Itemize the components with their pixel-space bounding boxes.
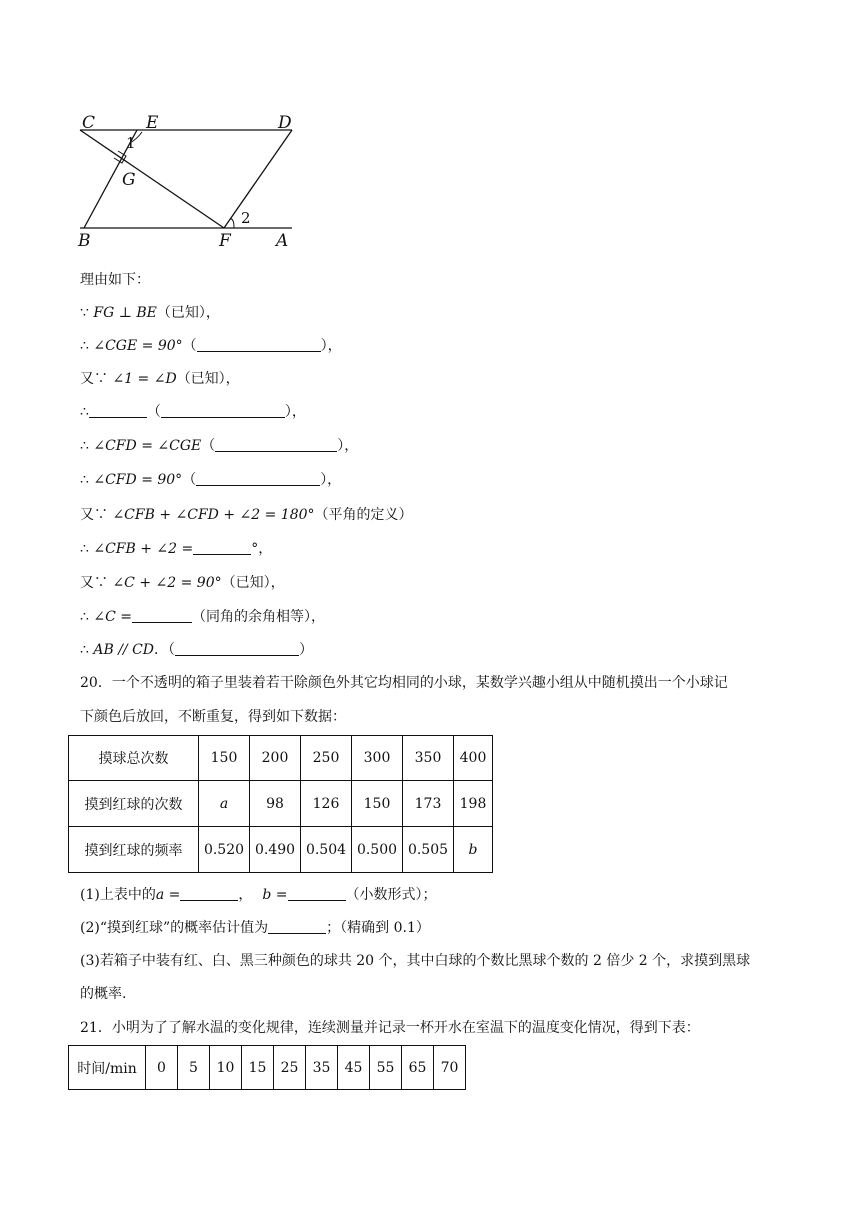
q20-sub1: (1)上表中的a = ， b = （小数形式）； (80, 887, 437, 903)
table-row (69, 781, 493, 827)
answer-blank[interactable] (197, 337, 321, 352)
table-cell: 350 (403, 736, 454, 781)
label-angle-1: 1 (126, 134, 136, 152)
table-cell: 198 (454, 781, 493, 827)
proof-line-10: ∴ ∠C = （同角的余角相等）， (80, 609, 325, 625)
table-cell: 0.520 (199, 827, 250, 873)
label-e: E (146, 113, 159, 133)
table-cell: 70 (434, 1046, 466, 1090)
table-cell: a (199, 781, 250, 827)
q21-stem: 21．小明为了了解水温的变化规律，连续测量并记录一杯开水在室温下的温度变化情况，得到下表： (80, 1020, 700, 1036)
angle-2-arc (230, 219, 234, 228)
q20-stem: 20．一个不透明的箱子里装着若干除颜色外其它均相同的小球，某数学兴趣小组从中随机摸出一个小球记 下颜色后放回，不断重复，得到如下数据： (80, 675, 728, 725)
table-row (69, 1046, 466, 1090)
table-header-cell: 时间/min (69, 1046, 146, 1090)
answer-blank[interactable] (196, 471, 320, 486)
table-cell: 150 (352, 781, 403, 827)
table-cell: 65 (402, 1046, 434, 1090)
proof-line-7: 又∵ ∠CFB + ∠CFD + ∠2 = 180°（平角的定义） (80, 507, 413, 523)
table-cell: 5 (178, 1046, 210, 1090)
proof-line-4: ∴ （ ）， (80, 404, 306, 420)
table-header-cell: 摸到红球的次数 (69, 781, 199, 827)
label-g: G (122, 170, 136, 190)
label-f: F (219, 231, 231, 251)
table-cell: 98 (250, 781, 301, 827)
table-cell: 200 (250, 736, 301, 781)
proof-line-11: ∴ AB // CD．（ ） (80, 642, 314, 658)
label-c: C (82, 113, 96, 133)
label-a: A (276, 231, 289, 251)
proof-line-5: ∴ ∠CFD = ∠CGE（ ）， (80, 438, 359, 454)
q20-table (68, 735, 493, 873)
geometry-figure (74, 108, 304, 253)
proof-line-3: 又∵ ∠1 = ∠D（已知）， (80, 371, 240, 387)
table-cell: 126 (301, 781, 352, 827)
table-row (69, 736, 493, 781)
table-cell: 25 (274, 1046, 306, 1090)
table-cell: 173 (403, 781, 454, 827)
table-cell: 35 (306, 1046, 338, 1090)
line-df (224, 130, 292, 228)
proof-line-1: ∵ FG ⊥ BE（已知）， (80, 305, 220, 321)
proof-line-9: 又∵ ∠C + ∠2 = 90°（已知）， (80, 575, 285, 591)
table-cell: 0.490 (250, 827, 301, 873)
answer-blank[interactable] (180, 886, 238, 901)
table-cell: 45 (338, 1046, 370, 1090)
q21-table (68, 1045, 466, 1090)
table-row (69, 827, 493, 873)
answer-blank[interactable] (132, 608, 192, 623)
table-cell: 400 (454, 736, 493, 781)
table-header-cell: 摸球总次数 (69, 736, 199, 781)
answer-blank[interactable] (175, 641, 299, 656)
line-cf (80, 130, 224, 228)
table-cell: 0.500 (352, 827, 403, 873)
answer-blank[interactable] (89, 403, 147, 418)
proof-intro: 理由如下： (80, 272, 150, 288)
label-b: B (78, 231, 91, 251)
table-cell: 150 (199, 736, 250, 781)
table-cell: 0.505 (403, 827, 454, 873)
proof-line-2: ∴ ∠CGE = 90°（ ）， (80, 338, 342, 354)
table-cell: b (454, 827, 493, 873)
geometry-diagram (74, 108, 304, 253)
table-cell: 0.504 (301, 827, 352, 873)
q20-sub3: (3)若箱子中装有红、白、黑三种颜色的球共 20 个，其中白球的个数比黑球个数的 2 倍少 2 个，求摸到黑球 的概率. (80, 953, 751, 1002)
label-d: D (278, 113, 292, 133)
table-cell: 250 (301, 736, 352, 781)
answer-blank[interactable] (215, 437, 337, 452)
table-cell: 10 (210, 1046, 242, 1090)
proof-line-6: ∴ ∠CFD = 90°（ ）， (80, 472, 342, 488)
label-angle-2: 2 (241, 209, 251, 227)
answer-blank[interactable] (268, 919, 326, 934)
q20-sub2: (2)“摸到红球”的概率估计值为 ；（精确到 0.1） (80, 920, 430, 936)
table-cell: 55 (370, 1046, 402, 1090)
answer-blank[interactable] (161, 403, 285, 418)
table-header-cell: 摸到红球的频率 (69, 827, 199, 873)
table-cell: 300 (352, 736, 403, 781)
proof-line-8: ∴ ∠CFB + ∠2 = °， (80, 541, 273, 557)
answer-blank[interactable] (288, 886, 346, 901)
answer-blank[interactable] (193, 540, 251, 555)
table-cell: 15 (242, 1046, 274, 1090)
table-cell: 0 (146, 1046, 178, 1090)
